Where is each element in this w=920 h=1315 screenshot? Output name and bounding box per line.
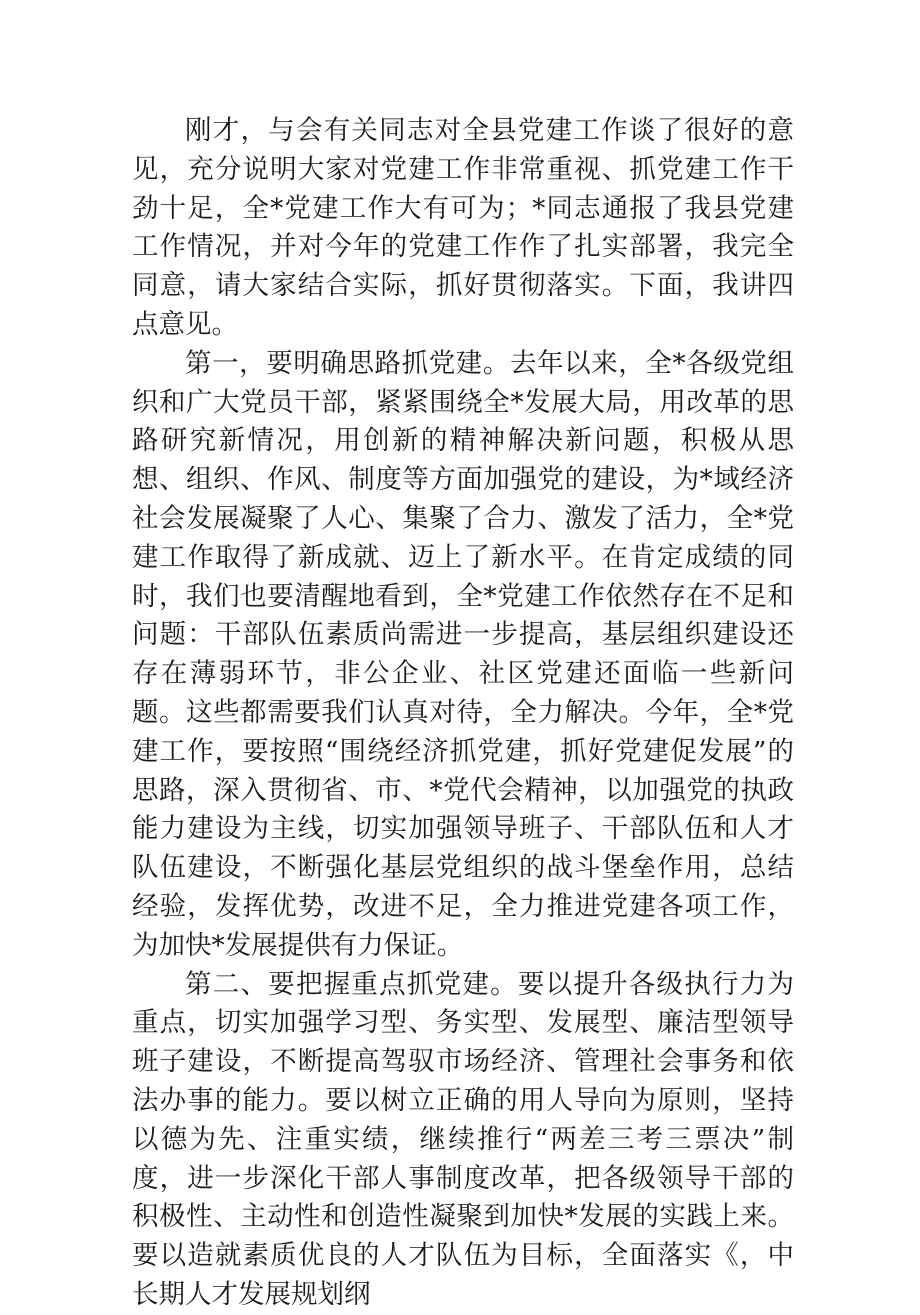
document-body bbox=[132, 112, 794, 1315]
paragraph-opening: 刚才，与会有关同志对全县党建工作谈了很好的意见，充分说明大家对党建工作非常重视、抓党建工作干劲十足，全*党建工作大有可为；*同志通报了我县党建工作情况，并对今年的党建工作作了扎实部署，我完全同意，请大家结合实际，抓好贯彻落实。下面，我讲四点意见。 bbox=[132, 115, 794, 340]
paragraph-point-one: 第一，要明确思路抓党建。去年以来，全*各级党组织和广大党员干部，紧紧围绕全*发展大局，用改革的思路研究新情况，用创新的精神解决新问题，积极从思想、组织、作风、制度等方面加强党的建设，为*域经济社会发展凝聚了人心、集聚了合力、激发了活力，全*党建工作取得了新成就、迈上了新水平。在肯定成绩的同时，我们也要清醒地看到，全*党建工作依然存在不足和问题：干部队伍素质尚需进一步提高，基层组织建设还存在薄弱环节，非公企业、社区党建还面临一些新问题。这些都需要我们认真对待，全力解决。今年，全*党建工作，要按照“围绕经济抓党建，抓好党建促发展”的思路，深入贯彻省、市、*党代会精神，以加强党的执政能力建设为主线，切实加强领导班子、干部队伍和人才队伍建设，不断强化基层党组织的战斗堡垒作用，总结经验，发挥优势，改进不足，全力推进党建各项工作，为加快*发展提供有力保证。 bbox=[132, 347, 794, 961]
paragraph-point-two: 第二、要把握重点抓党建。要以提升各级执行力为重点，切实加强学习型、务实型、发展型、廉洁型领导班子建设，不断提高驾驭市场经济、管理社会事务和依法办事的能力。要以树立正确的用人导向为原则，坚持以德为先、注重实绩，继续推行“两差三考三票决”制度，进一步深化干部人事制度改革，把各级领导干部的积极性、主动性和创造性凝聚到加快*发展的实践上来。要以造就素质优良的人才队伍为目标，全面落实《，中长期人才发展规划纲 bbox=[132, 968, 794, 1310]
